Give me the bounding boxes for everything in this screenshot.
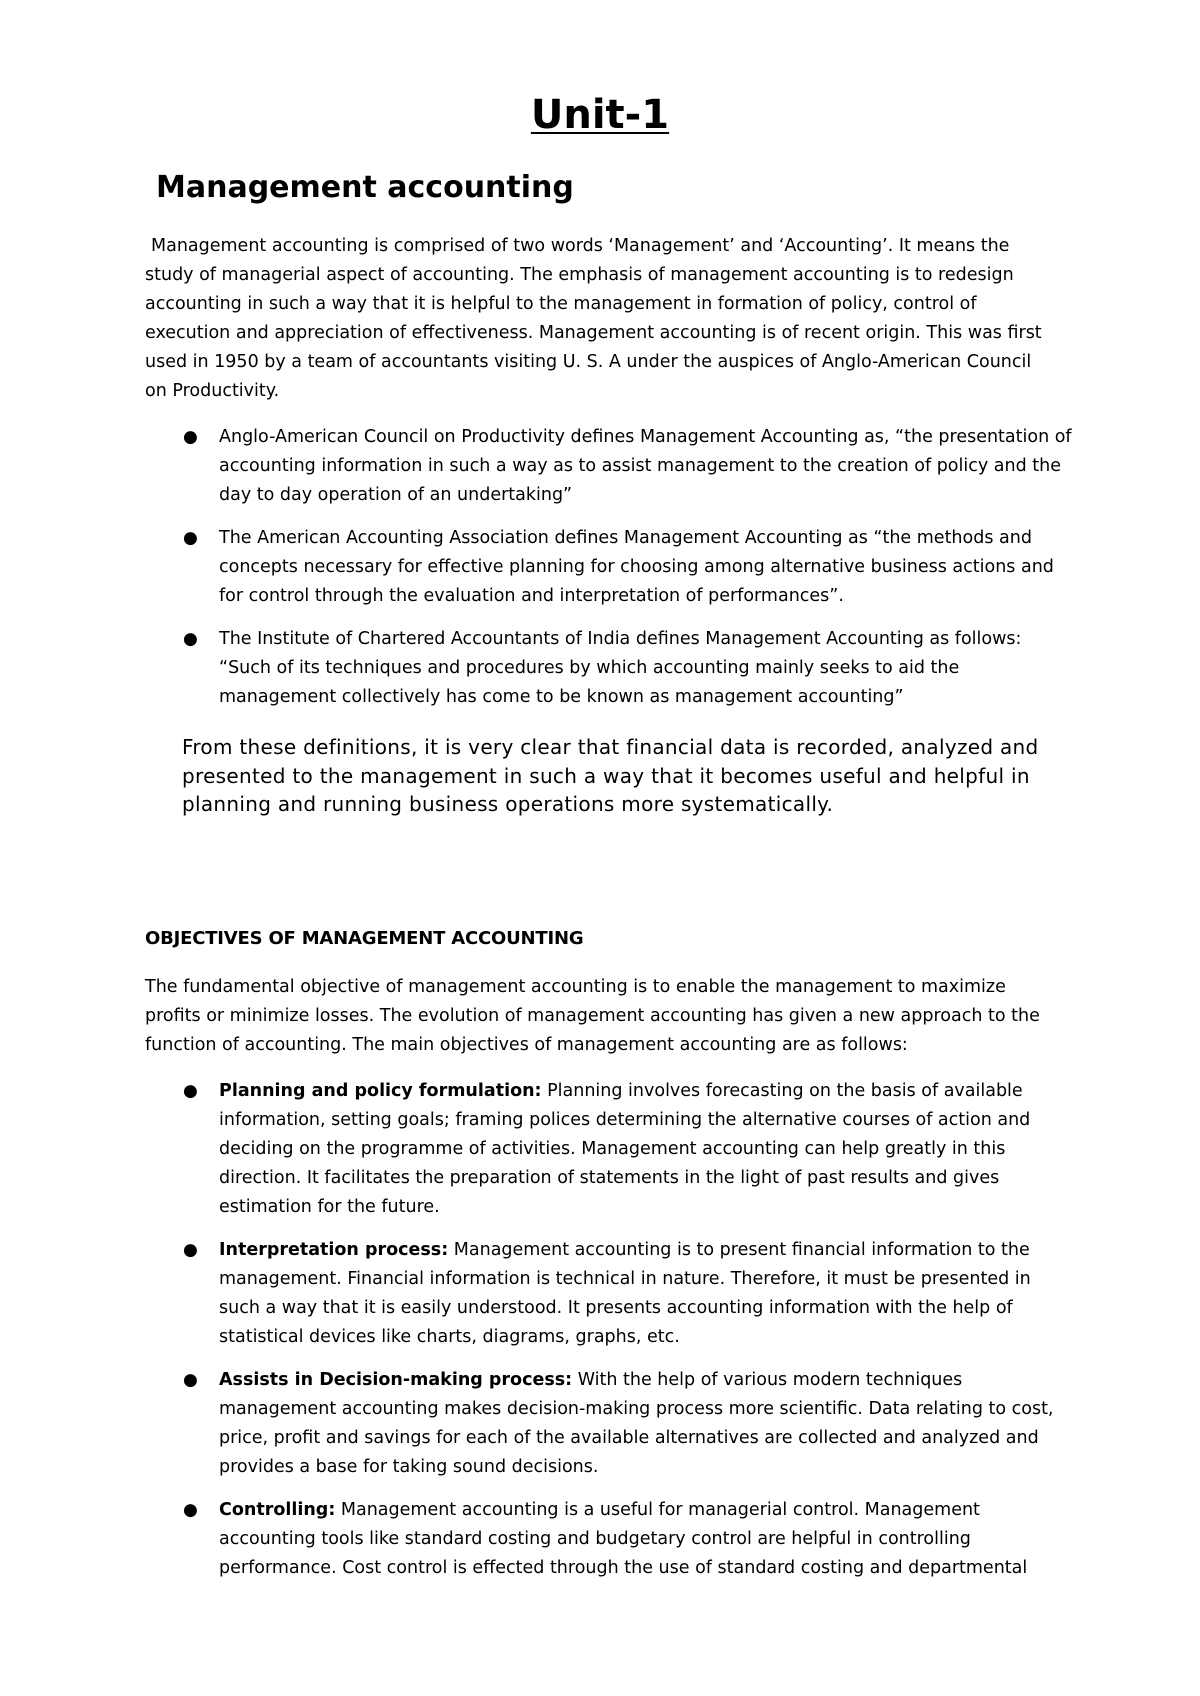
- objective-text: Management accounting is a useful for managerial control. Management accounting tools like standard costing and budgetary control are helpful in controlling performance. Cost control is effected through the use of standard costing and departmental: [219, 1500, 1028, 1578]
- list-item: [145, 625, 1075, 712]
- objective-term: Planning and policy formulation:: [219, 1081, 542, 1101]
- conclusion-paragraph: From these definitions, it is very clear that financial data is recorded, analyzed and presented to the management in such a way that it becomes useful and helpful in planning and running business operations more systematically.: [182, 735, 1039, 816]
- definition-text: The American Accounting Association defines Management Accounting as “the methods and concepts necessary for effective planning for choosing among alternative business actions and for control through the evaluation and interpretation of performances”.: [219, 528, 1054, 606]
- objective-term: Controlling:: [219, 1500, 336, 1520]
- definitions-list: [145, 423, 1075, 726]
- definition-text: Anglo-American Council on Productivity defines Management Accounting as, “the presentation of accounting information in such a way as to assist management to the creation of policy and the day to day operation of an undertaking”: [219, 427, 1072, 505]
- objectives-heading: OBJECTIVES OF MANAGEMENT ACCOUNTING: [145, 928, 584, 949]
- list-item: [145, 1236, 1075, 1352]
- objective-text: Management accounting is to present financial information to the management. Financial information is technical in nature. Therefore, it must be presented in such a way that it is easily understood. It presents accounting information with the help of statistical devices like charts, diagrams, graphs, etc.: [219, 1240, 1031, 1347]
- objective-term: Interpretation process:: [219, 1240, 449, 1260]
- list-item: [145, 423, 1075, 510]
- bullet-icon: ●: [183, 1370, 198, 1390]
- bullet-icon: ●: [183, 1081, 198, 1101]
- objective-text: With the help of various modern techniques management accounting makes decision-making process more scientific. Data relating to cost, price, profit and savings for each of the available alternatives are collected and analyzed and provides a base for taking sound decisions.: [219, 1370, 1054, 1477]
- bullet-icon: ●: [183, 528, 198, 548]
- list-item: [145, 1077, 1075, 1222]
- bullet-icon: ●: [183, 1240, 198, 1260]
- list-item: [145, 1496, 1075, 1583]
- unit-title: Unit-1: [530, 92, 670, 138]
- bullet-icon: ●: [183, 427, 198, 447]
- definition-text: The Institute of Chartered Accountants of India defines Management Accounting as follows: “Such of its techniques and procedures by which accounting mainly seeks to aid the management collectively has come to be known as management accounting”: [219, 629, 1022, 707]
- list-item: [145, 1366, 1075, 1482]
- objectives-list: [145, 1077, 1075, 1597]
- list-item: [145, 524, 1075, 611]
- bullet-icon: ●: [183, 629, 198, 649]
- objective-term: Assists in Decision-making process:: [219, 1370, 573, 1390]
- objective-text: Planning involves forecasting on the basis of available information, setting goals; framing polices determining the alternative courses of action and deciding on the programme of activities. Management accounting can help greatly in this direction. It facilitates the preparation of statements in the light of past results and gives estimation for the future.: [219, 1081, 1031, 1217]
- intro-paragraph: Management accounting is comprised of two words ‘Management’ and ‘Accounting’. It means the study of managerial aspect of accounting. The emphasis of management accounting is to redesign accounting in such a way that it is helpful to the management in formation of policy, control of execution and appreciation of effectiveness. Management accounting is of recent origin. This was first used in 1950 by a team of accountants visiting U. S. A under the auspices of Anglo-American Council on Productivity.: [145, 236, 1042, 401]
- main-heading: Management accounting: [156, 170, 574, 205]
- bullet-icon: ●: [183, 1500, 198, 1520]
- objectives-intro: The fundamental objective of management accounting is to enable the management to maximize profits or minimize losses. The evolution of management accounting has given a new approach to the function of accounting. The main objectives of management accounting are as follows:: [145, 977, 1040, 1055]
